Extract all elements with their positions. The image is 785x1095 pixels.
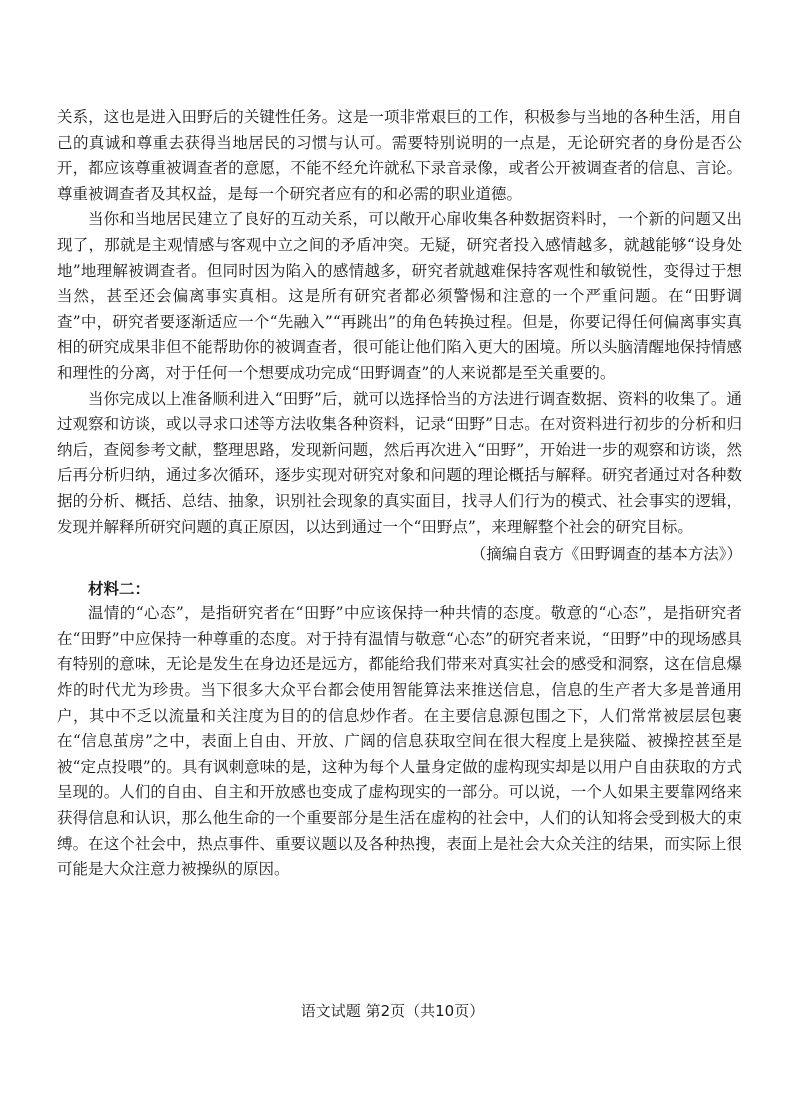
paragraph-1: 关系，这也是进入田野后的关键性任务。这是一项非常艰巨的工作，积极参与当地的各种生活，用自己的真诚和尊重去获得当地居民的习惯与认可。需要特别说明的一点是，无论研究者的身份是否公开，都应该尊重被调查者的意愿，不能不经允许就私下录音录像，或者公开被调查者的信息、言论。尊重被调查者及其权益，是每一个研究者应有的和必需的职业道德。 [57,108,742,203]
document-body [57,105,742,883]
paragraph-4: 温情的“心态”，是指研究者在“田野”中应该保持一种共情的态度。敬意的“心态”，是指研究者在“田野”中应保持一种尊重的态度。对于持有温情与敬意“心态”的研究者来说，“田野”中的现场感具有特别的意味，无论是发生在身边还是远方，都能给我们带来对真实社会的感受和洞察，这在信息爆炸的时代尤为珍贵。当下很多大众平台都会使用智能算法来推送信息，信息的生产者大多是普通用户，其中不乏以流量和关注度为目的的信息炒作者。在主要信息源包围之下，人们常常被层层包裹在“信息茧房”之中，表面上自由、开放、广阔的信息获取空间在很大程度上是狭隘、被操控甚至是被“定点投喂”的。具有讽刺意味的是，这种为每个人量身定做的虚构现实却是以用户自由获取的方式呈现的。人们的自由、自主和开放感也变成了虚构现实的一部分。可以说，一个人如果主要靠网络来获得信息和认识，那么他生命的一个重要部分是生活在虚构的社会中，人们的认知将会受到极大的束缚。在这个社会中，热点事件、重要议题以及各种热搜，表面上是社会大众关注的结果，而实际上很可能是大众注意力被操纵的原因。 [57,604,742,879]
page-footer: 语文试题 第2页（共10页） [300,1002,485,1020]
material-two-heading: 材料二： [88,578,151,598]
paragraph-2: 当你和当地居民建立了良好的互动关系，可以敞开心扉收集各种数据资料时，一个新的问题又出现了，那就是主观情感与客观中立之间的矛盾冲突。无疑，研究者投入感情越多，就越能够“设身处地”地理解被调查者。但同时因为陷入的感情越多，研究者就越难保持客观性和敏锐性，变得过于想当然，甚至还会偏离事实真相。这是所有研究者都必须警惕和注意的一个严重问题。在“田野调查”中，研究者要逐渐适应一个“先融入”“再跳出”的角色转换过程。但是，你要记得任何偏离事实真相的研究成果非但不能帮助你的被调查者，很可能让他们陷入更大的困境。所以头脑清醒地保持情感和理性的分离，对于任何一个想要成功完成“田野调查”的人来说都是至关重要的。 [57,210,742,382]
paragraph-3: 当你完成以上准备顺利进入“田野”后，就可以选择恰当的方法进行调查数据、资料的收集了。通过观察和访谈，或以寻求口述等方法收集各种资料，记录“田野”日志。在对资料进行初步的分析和归纳后，查阅参考文献，整理思路，发现新问题，然后再次进入“田野”，开始进一步的观察和访谈，然后再分析归纳，通过多次循环，逐步实现对研究对象和问题的理论概括与解释。研究者通过对各种数据的分析、概括、总结、抽象，识别社会现象的真实面目，找寻人们行为的模式、社会事实的逻辑，发现并解释所研究问题的真正原因，以达到通过一个“田野点”，来理解整个社会的研究目标。 [57,389,742,536]
source-citation: （摘编自袁方《田野调查的基本方法》） [470,545,742,564]
